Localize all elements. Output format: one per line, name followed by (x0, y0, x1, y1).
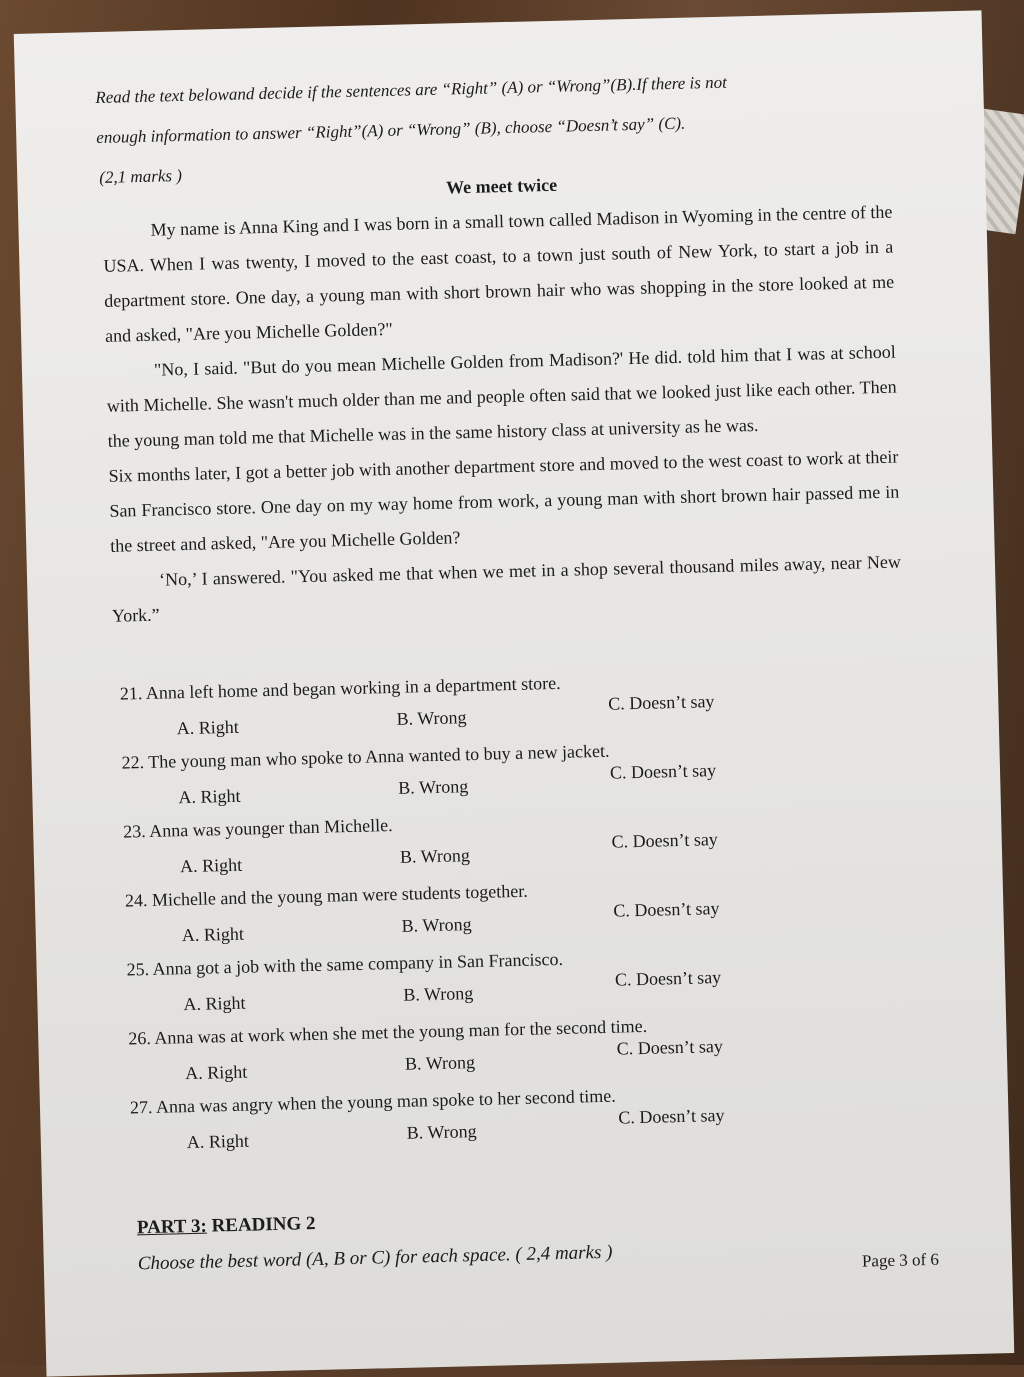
option-b: B. Wrong (398, 776, 469, 798)
part-3-label: PART 3: (136, 1215, 208, 1239)
option-a: A. Right (183, 992, 246, 1015)
exam-page (14, 10, 1015, 1376)
passage-paragraph: "No, I said. "But do you mean Michelle Golden from Madison?' He did. told him that I was at school with Michelle. She wasn't much older than me and people often said that we looked just like each other. Then the young man told me that Michelle was in the same history class at university as he was. (106, 341, 897, 451)
option-a: A. Right (181, 923, 245, 946)
question-text: 24. Michelle and the young man were students together. (124, 880, 528, 911)
question-text: 27. Anna was angry when the young man spoke to her second time. (129, 1085, 617, 1118)
question-text: 25. Anna got a job with the same company in San Francisco. (126, 948, 564, 980)
option-c: C. Doesn’t say (609, 760, 717, 783)
option-a: A. Right (178, 785, 241, 808)
option-c: C. Doesn’t say (618, 1104, 725, 1128)
instructions (95, 59, 877, 158)
option-a: A. Right (176, 716, 239, 739)
option-b: B. Wrong (403, 983, 474, 1005)
instructions-line-1: Read the text belowand decide if the sentences are “Right” (A) or “Wrong”(B).If there is not (95, 72, 728, 108)
marks-note: (2,1 marks ) (99, 165, 183, 187)
question-text: 23. Anna was younger than Michelle. (123, 815, 393, 842)
question-text: 21. Anna left home and began working in a department store. (119, 672, 561, 704)
part-3-instruction: Choose the best word (A, B or C) for each space. ( 2,4 marks ) (137, 1241, 613, 1275)
option-c: C. Doesn’t say (614, 967, 722, 990)
option-b: B. Wrong (396, 707, 467, 729)
page-number: Page 3 of 6 (861, 1249, 940, 1271)
option-c: C. Doesn’t say (616, 1036, 724, 1059)
option-c: C. Doesn’t say (611, 829, 719, 852)
option-a: A. Right (179, 854, 243, 877)
part-3-heading (137, 1213, 316, 1239)
passage-paragraph: Six months later, I got a better job with another department store and moved to the west coast to work at their San Francisco store. One day on my way home from work, a young man with short brown hair passed me in the street and asked, "Are you Michelle Golden? (108, 446, 900, 556)
part-3-title: READING 2 (206, 1213, 316, 1237)
passage-paragraph: My name is Anna King and I was born in a small town called Madison in Wyoming in the centre of the USA. When I was twenty, I moved to the east coast, to a town just south of New York, to start a job in a department store. One day, a young man with short brown hair who was shopping in the store looked at me and asked, "Are you Michelle Golden?" (103, 201, 895, 346)
reading-passage (102, 195, 902, 634)
option-b: B. Wrong (404, 1052, 476, 1074)
option-b: B. Wrong (406, 1121, 477, 1143)
option-a: A. Right (186, 1130, 250, 1153)
option-b: B. Wrong (401, 914, 472, 936)
question-list (120, 664, 932, 1166)
option-c: C. Doesn’t say (608, 691, 715, 714)
passage-paragraph: ‘No,’ I answered. "You asked me that when we met in a shop several thousand miles away, near New York.” (111, 551, 902, 626)
option-c: C. Doesn’t say (613, 898, 720, 921)
instructions-line-2: enough information to answer “Right”(A) or “Wrong” (B), choose “Doesn’t say” (C). (96, 113, 686, 148)
option-b: B. Wrong (399, 845, 471, 867)
question-text: 26. Anna was at work when she met the young man for the second time. (128, 1015, 648, 1049)
option-a: A. Right (184, 1061, 248, 1084)
story-title: We meet twice (445, 174, 558, 198)
question-text: 22. The young man who spoke to Anna wanted to buy a new jacket. (121, 740, 610, 773)
